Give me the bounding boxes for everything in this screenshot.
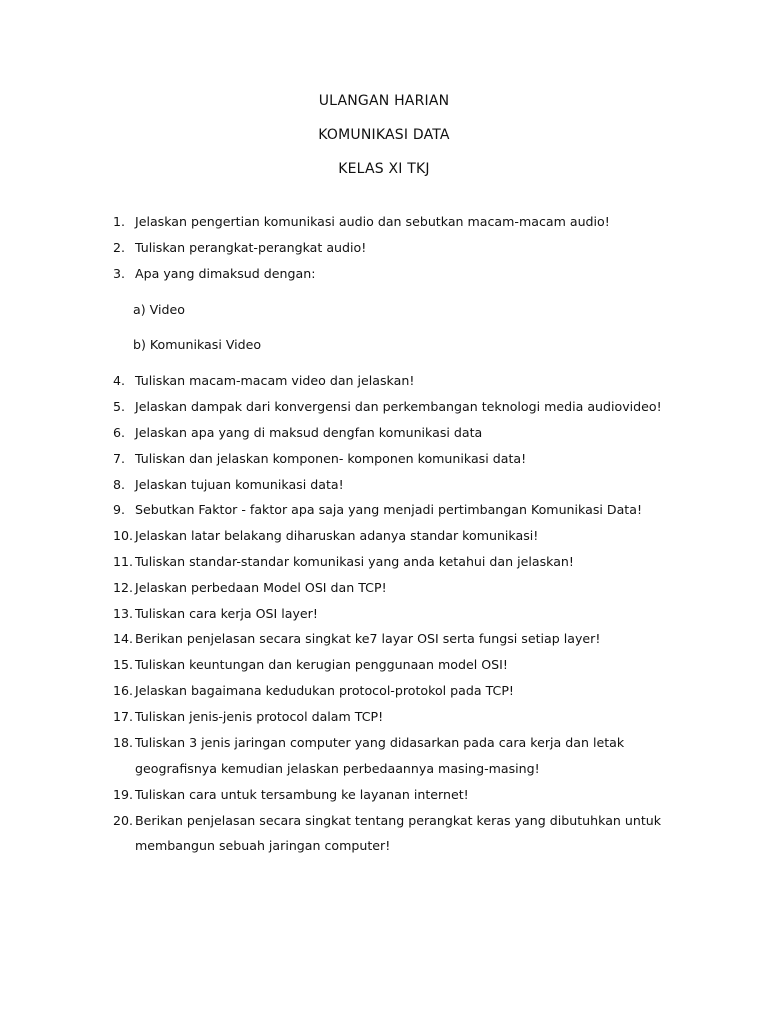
question-text: Berikan penjelasan secara singkat tentang perangkat keras yang dibutuhkan untuk (135, 813, 662, 828)
question-number: 6. (113, 425, 126, 440)
question-text: Jelaskan apa yang di maksud dengfan komunikasi data (135, 425, 483, 440)
question-number: 1. (113, 214, 126, 229)
question-text-continued: geografisnya kemudian jelaskan perbedaannya masing-masing! (135, 761, 540, 776)
question-number: 12. (113, 580, 134, 595)
question-text: Jelaskan pengertian komunikasi audio dan sebutkan macam-macam audio! (135, 214, 610, 229)
question-text: Tuliskan dan jelaskan komponen- komponen komunikasi data! (135, 451, 527, 466)
question-number: 13. (113, 606, 134, 621)
question-text: Jelaskan bagaimana kedudukan protocol-protokol pada TCP! (135, 683, 514, 698)
question-number: 2. (113, 240, 126, 255)
question-number: 19. (113, 787, 134, 802)
question-number: 3. (113, 266, 126, 281)
question-number: 10. (113, 528, 134, 543)
question-text: Tuliskan standar-standar komunikasi yang anda ketahui dan jelaskan! (135, 554, 574, 569)
question-number: 14. (113, 631, 134, 646)
question-number: 16. (113, 683, 134, 698)
header-title: ULANGAN HARIAN (318, 93, 450, 109)
question-text: Tuliskan cara untuk tersambung ke layanan internet! (135, 787, 469, 802)
question-number: 18. (113, 735, 134, 750)
question-number: 15. (113, 657, 134, 672)
sub-item-b: b) Komunikasi Video (133, 337, 262, 352)
question-number: 8. (113, 477, 126, 492)
question-text: Apa yang dimaksud dengan: (135, 266, 316, 281)
question-number: 7. (113, 451, 126, 466)
question-text: Tuliskan perangkat-perangkat audio! (135, 240, 367, 255)
question-number: 9. (113, 502, 126, 517)
question-text: Tuliskan cara kerja OSI layer! (135, 606, 318, 621)
question-text: Berikan penjelasan secara singkat ke7 layar OSI serta fungsi setiap layer! (135, 631, 601, 646)
question-text: Tuliskan macam-macam video dan jelaskan! (135, 373, 415, 388)
sub-item-a: a) Video (133, 302, 185, 317)
question-text: Jelaskan tujuan komunikasi data! (135, 477, 344, 492)
question-number: 17. (113, 709, 134, 724)
question-text: Jelaskan latar belakang diharuskan adanya standar komunikasi! (135, 528, 539, 543)
header-subject: KOMUNIKASI DATA (318, 127, 450, 143)
question-text: Tuliskan jenis-jenis protocol dalam TCP! (135, 709, 384, 724)
question-text-continued: membangun sebuah jaringan computer! (135, 838, 391, 853)
question-number: 4. (113, 373, 126, 388)
question-text: Sebutkan Faktor - faktor apa saja yang menjadi pertimbangan Komunikasi Data! (135, 502, 643, 517)
question-text: Jelaskan dampak dari konvergensi dan perkembangan teknologi media audiovideo! (135, 399, 662, 414)
question-number: 5. (113, 399, 126, 414)
question-text: Tuliskan 3 jenis jaringan computer yang didasarkan pada cara kerja dan letak (135, 735, 625, 750)
document-header (0, 93, 768, 195)
question-text: Jelaskan perbedaan Model OSI dan TCP! (135, 580, 387, 595)
question-text: Tuliskan keuntungan dan kerugian penggunaan model OSI! (135, 657, 508, 672)
question-number: 20. (113, 813, 134, 828)
header-class: KELAS XI TKJ (338, 161, 430, 177)
question-number: 11. (113, 554, 134, 569)
